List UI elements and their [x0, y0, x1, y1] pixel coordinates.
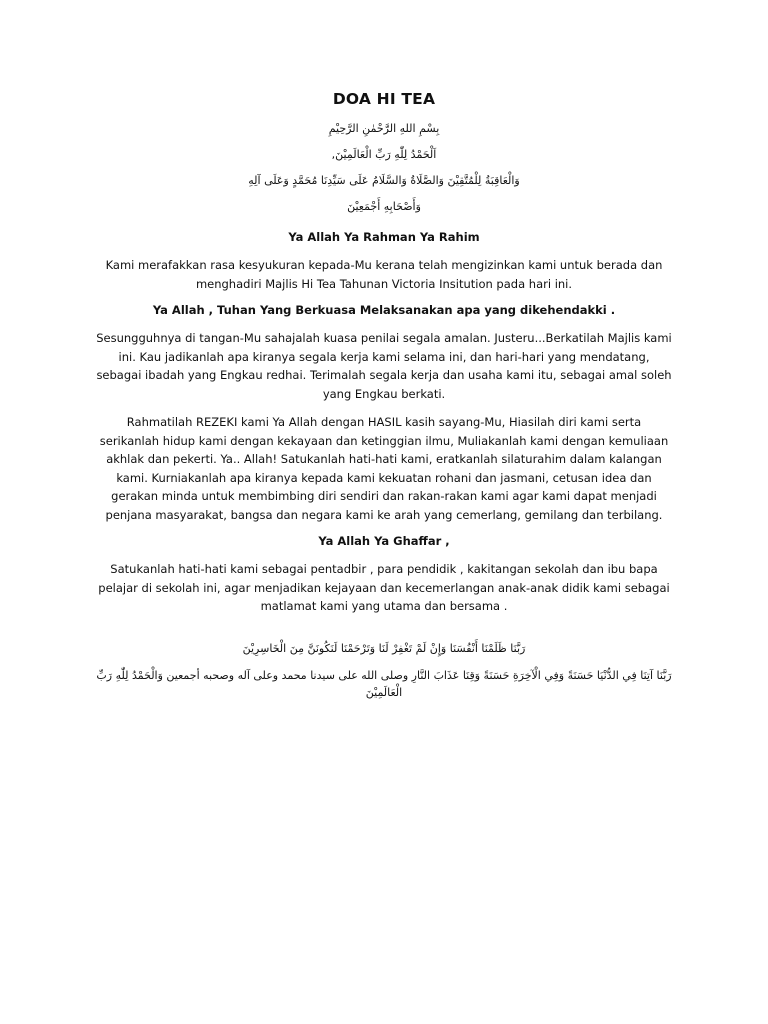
paragraph-satukanlah: Satukanlah hati-hati kami sebagai pentadbir , para pendidik , kakitangan sekolah dan ibu bapa pelajar di sekolah ini, agar menjadikan kejayaan dan kecemerlangan anak-anak didik kami sebagai matlamat kami yang utama dan bersama .	[98, 562, 670, 613]
arabic-closing-doa-2: رَبَّنَا آتِنَا فِي الدُّنْيَا حَسَنَةً وَفِي الْآخِرَةِ حَسَنَةً وَقِنَا عَذَابَ النَّارِ وصلى الله على سيدنا محمد وعلى آله وصحبه أجمعين وَالْحَمْدُ لِلّٰهِ رَبِّ الْعَالَمِيْنَ	[96, 668, 672, 699]
heading-ya-ghaffar: Ya Allah Ya Ghaffar ,	[318, 534, 450, 548]
heading-tuhan-berkuasa: Ya Allah , Tuhan Yang Berkuasa Melaksanakan apa yang dikehendakki .	[152, 303, 616, 317]
arabic-closing-doa-1: رَبَّنَا ظَلَمْنَا أَنْفُسَنَا وَإِنْ لَمْ تَغْفِرْ لَنَا وَتَرْحَمْنَا لَنَكُونَنَّ مِنَ الْخَاسِرِيْنَ	[242, 641, 526, 655]
arabic-opening	[96, 116, 672, 220]
paragraph-berkati: Sesungguhnya di tangan-Mu sahajalah kuasa penilai segala amalan. Justeru...Berkatilah Majlis kami ini. Kau jadikanlah apa kiranya segala kerja kami selama ini, dan hari-hari yang mendatang, sebagai ibadah yang Engkau redhai. Terimalah segala kerja dan usaha kami itu, sebagai amal soleh yang Engkau berkati.	[96, 331, 672, 401]
document-page	[96, 84, 672, 711]
paragraph-gratitude: Kami merafakkan rasa kesyukuran kepada-Mu kerana telah mengizinkan kami untuk berada dan menghadiri Majlis Hi Tea Tahunan Victoria Insitution pada hari ini.	[105, 258, 663, 291]
arabic-opening-line: وَالْعَاقِبَةُ لِلْمُتَّقِيْنَ وَالصَّلَاةُ وَالسَّلَامُ عَلَى سَيِّدِنَا مُحَمَّدٍ وَعَلَى آلِهِ	[248, 174, 520, 187]
document-title: DOA HI TEA	[332, 90, 436, 108]
heading-ya-rahman: Ya Allah Ya Rahman Ya Rahim	[288, 230, 480, 244]
arabic-opening-line: بِسْمِ اللهِ الرَّحْمٰنِ الرَّحِيْمِ	[328, 122, 440, 135]
arabic-opening-line: وَأَصْحَابِهِ أَجْمَعِيْنَ	[347, 200, 421, 213]
arabic-opening-line: اَلْحَمْدُ لِلّٰهِ رَبِّ الْعَالَمِيْنَ,	[331, 148, 437, 161]
paragraph-rahmatilah: Rahmatilah REZEKI kami Ya Allah dengan HASIL kasih sayang-Mu, Hiasilah diri kami serta serikanlah hidup kami dengan kekayaan dan ketinggian ilmu, Muliakanlah kami dengan kemuliaan akhlak dan pekerti. Ya.. Allah! Satukanlah hati-hati kami, eratkanlah silaturahim dalam kalangan kami. Kurniakanlah apa kiranya kepada kami kekuatan rohani dan jasmani, cetusan idea dan gerakan minda untuk membimbing diri sendiri dan rakan-rakan kami agar kami dapat menjadi penjana masyarakat, bangsa dan negara kami ke arah yang cemerlang, gemilang dan terbilang.	[99, 415, 669, 522]
